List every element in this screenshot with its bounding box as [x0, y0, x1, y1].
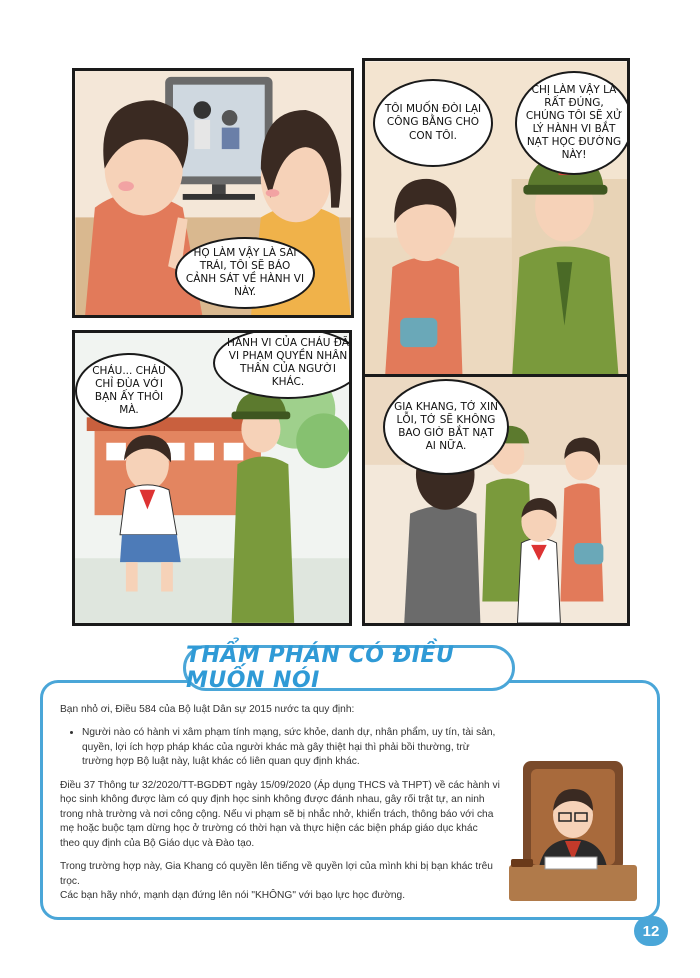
law-bullet-list	[82, 726, 500, 769]
speech-text: GIA KHANG, TỚ XIN LỖI, TỚ SẼ KHÔNG BAO GIỜ BẮT NẠT AI NỮA.	[394, 400, 498, 453]
intro-paragraph: Bạn nhỏ ơi, Điều 584 của Bộ luật Dân sự 2015 nước ta quy định:	[60, 704, 355, 715]
speech-text: CHỊ LÀM VẬY LÀ RẤT ĐÚNG, CHÚNG TÔI SẼ XỬ LÝ HÀNH VI BẮT NẠT HỌC ĐƯỜNG NÀY!	[525, 83, 623, 162]
comic-panel-2	[362, 58, 630, 388]
speech-bubble-mother-2	[373, 79, 493, 167]
section-title-banner	[183, 645, 515, 691]
conclusion-paragraph: Trong trường hợp này, Gia Khang có quyền lên tiếng về quyền lợi của mình khi bị bạn khác trêu trọc.	[60, 861, 493, 887]
law-bullet-item: • Người nào có hành vi xâm phạm tính mạng, sức khỏe, danh dự, nhân phẩm, uy tín, tài sản, quyền, lợi ích hợp pháp khác của người khác mà gây thiệt hại thì phải bồi thường, trừ trường hợp Bộ luật này, luật khác có liên quan quy định khác.	[82, 726, 500, 769]
speech-text: CHÁU... CHÁU CHỈ ĐÙA VỚI BẠN ẤY THÔI MÀ.	[92, 364, 166, 417]
speech-text: HỌ LÀM VẬY LÀ SAI TRÁI, TÔI SẼ BÁO CẢNH SÁT VỀ HÀNH VI NÀY.	[185, 246, 305, 299]
speech-bubble-boy-4	[383, 379, 509, 475]
speech-bubble-police-2	[515, 71, 630, 175]
speech-bubble-boy-3	[75, 353, 183, 429]
comic-panel-3	[72, 330, 352, 626]
comic-panel-4	[362, 374, 630, 626]
speech-bubble-mother-1	[175, 237, 315, 309]
closing-paragraph: Các bạn hãy nhớ, mạnh dạn đứng lên nói "KHÔNG" với bạo lực học đường.	[60, 890, 406, 902]
judge-illustration	[505, 755, 640, 905]
section-title: THẨM PHÁN CÓ ĐIỀU MUỐN NÓI	[186, 643, 455, 693]
speech-text: TÔI MUỐN ĐÒI LẠI CÔNG BẰNG CHO CON TÔI.	[384, 103, 482, 142]
article37-paragraph: Điều 37 Thông tư 32/2020/TT-BGDĐT ngày 15/09/2020 (Áp dụng THCS và THPT) về các hành vi học sinh không được làm có quy định học sinh không được đánh nhau, gây rối trật tự, an ninh trong nhà trường và nơi công cộng. Nếu vi phạm sẽ bị nhắc nhở, khiển trách, thông báo với cha mẹ hoặc buộc tạm dừng học ở trường có thời hạn và thực hiện các biện pháp giáo dục khác theo quy định của Bộ Giáo dục và Đào tạo.	[60, 779, 500, 849]
speech-bubble-police-3	[213, 330, 352, 399]
page-number: 12	[634, 916, 668, 946]
comic-panel-1	[72, 68, 354, 318]
judge-message-text	[60, 703, 500, 913]
speech-text: HÀNH VI CỦA CHÁU ĐÃ VI PHẠM QUYỀN NHÂN THÂN CỦA NGƯỜI KHÁC.	[227, 336, 349, 389]
